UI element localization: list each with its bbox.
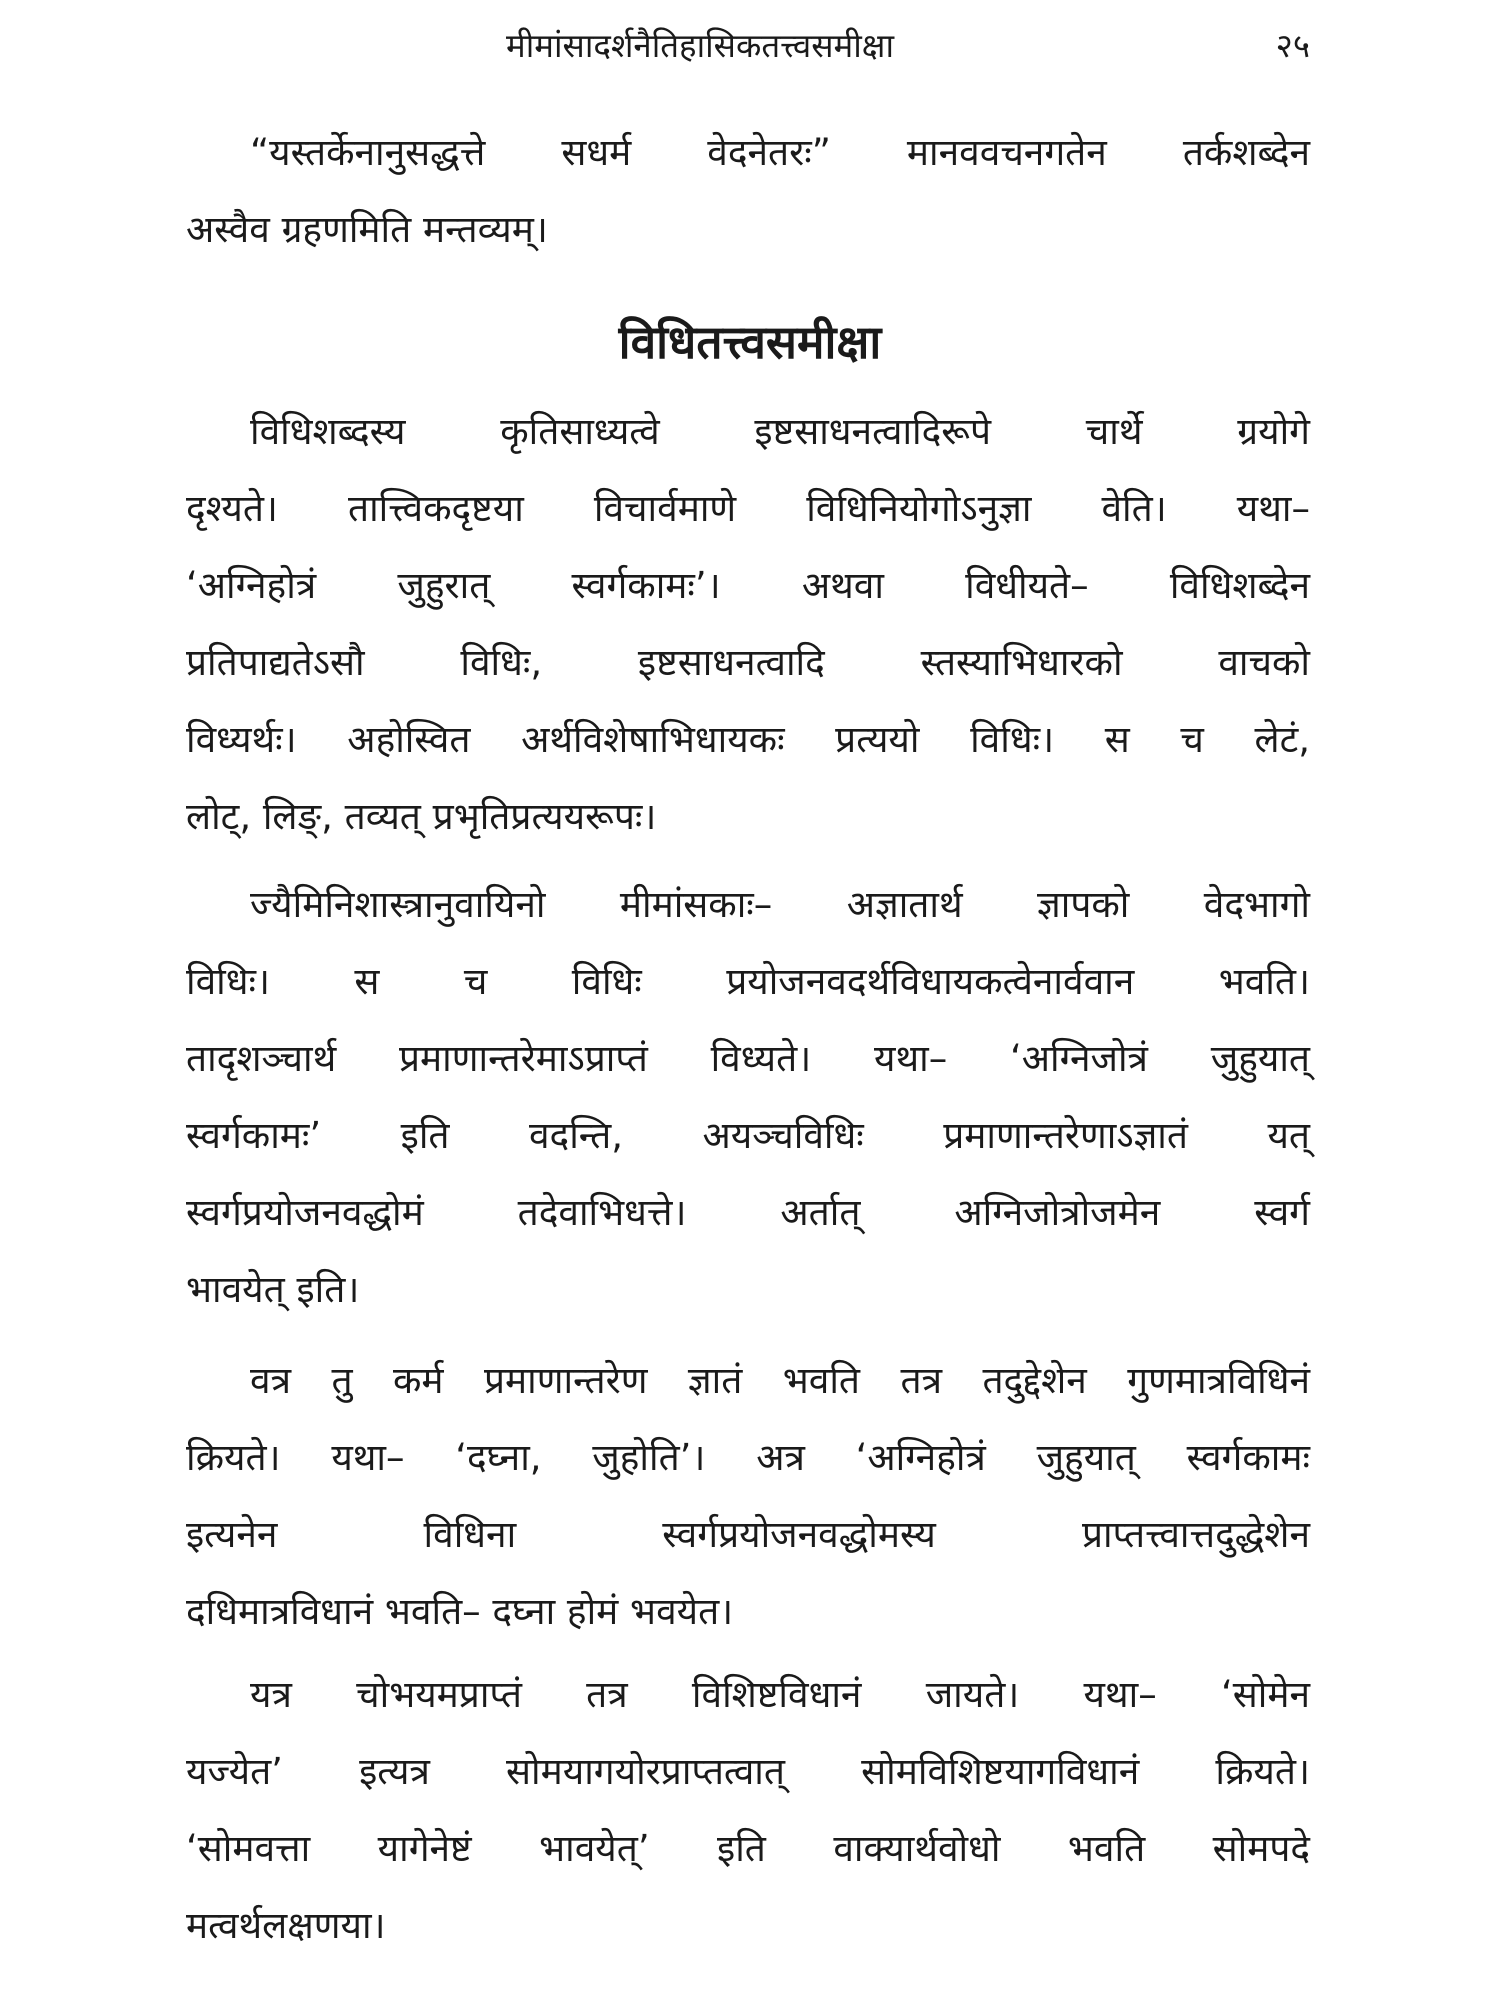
paragraph-5	[186, 1656, 1310, 1964]
text-line: दृश्यते। तात्त्विकदृष्टया विचार्वमाणे विधिनियोगोऽनुज्ञा वेति। यथा–	[186, 487, 1310, 530]
text-line: विधिः। स च विधिः प्रयोजनवदर्थविधायकत्वेनार्ववान भवति।	[186, 960, 1310, 1003]
text-line: यत्र चोभयमप्राप्तं तत्र विशिष्टविधानं जायते। यथा– ‘सोमेन	[250, 1673, 1310, 1716]
text-line: ज्यैमिनिशास्त्रानुवायिनो मीमांसकाः– अज्ञातार्थ ज्ञापको वेदभागो	[250, 883, 1310, 926]
text-line: इत्यनेन विधिना स्वर्गप्रयोजनवद्धोमस्य प्राप्तत्त्वात्तदुद्धेशेन	[186, 1513, 1310, 1556]
text-line: वत्र तु कर्म प्रमाणान्तरेण ज्ञातं भवति तत्र तदुद्देशेन गुणमात्रविधिनं	[250, 1359, 1310, 1402]
running-header	[186, 22, 1310, 72]
text-line: विध्यर्थः। अहोस्वित अर्थविशेषाभिधायकः प्रत्ययो विधिः। स च लेटं,	[186, 718, 1310, 761]
paragraph-1	[186, 114, 1310, 268]
text-line: विधिशब्दस्य कृतिसाध्यत्वे इष्टसाधनत्वादिरूपे चार्थे ग्रयोगे	[250, 410, 1310, 453]
text-line: दधिमात्रविधानं भवति– दघ्ना होमं भवयेत।	[186, 1590, 734, 1633]
text-line: ‘सोमवत्ता यागेनेष्टं भावयेत्’ इति वाक्यार्थवोधो भवति सोमपदे	[186, 1827, 1310, 1870]
text-line: लोट्, लिङ्, तव्यत् प्रभृतिप्रत्ययरूपः।	[186, 795, 657, 838]
paragraph-2	[186, 393, 1310, 855]
running-title: मीमांसादर्शनैतिहासिकतत्त्वसमीक्षा	[506, 26, 895, 65]
text-line: क्रियते। यथा– ‘दघ्ना, जुहोति’। अत्र ‘अग्निहोत्रं जुहुयात् स्वर्गकामः	[186, 1436, 1310, 1479]
section-heading: विधितत्त्वसमीक्षा	[618, 315, 882, 369]
paragraph-4	[186, 1342, 1310, 1650]
page-number: २५	[1275, 26, 1310, 65]
text-line: “यस्तर्केनानुसद्धत्ते सधर्म वेदनेतरः” मानववचनगतेन तर्कशब्देन	[250, 131, 1310, 174]
text-line: अस्वैव ग्रहणमिति मन्तव्यम्।	[186, 208, 548, 251]
text-line: प्रतिपाद्यतेऽसौ विधिः, इष्टसाधनत्वादि स्तस्याभिधारको वाचको	[186, 641, 1310, 684]
text-line: भावयेत् इति।	[186, 1268, 360, 1311]
text-line: मत्वर्थलक्षणया।	[186, 1904, 386, 1947]
text-line: स्वर्गप्रयोजनवद्धोमं तदेवाभिधत्ते। अर्तात् अग्निजोत्रोजमेन स्वर्ग	[186, 1191, 1310, 1234]
text-line: यज्येत’ इत्यत्र सोमयागयोरप्राप्तत्वात् सोमविशिष्टयागविधानं क्रियते।	[186, 1750, 1310, 1793]
text-line: ‘अग्निहोत्रं जुहुरात् स्वर्गकामः’। अथवा विधीयते– विधिशब्देन	[186, 564, 1310, 607]
text-line: स्वर्गकामः’ इति वदन्ति, अयञ्चविधिः प्रमाणान्तरेणाऽज्ञातं यत्	[186, 1114, 1310, 1157]
text-line: तादृशञ्चार्थ प्रमाणान्तरेमाऽप्राप्तं विध्यते। यथा– ‘अग्निजोत्रं जुहुयात्	[186, 1037, 1310, 1080]
paragraph-3	[186, 866, 1310, 1328]
